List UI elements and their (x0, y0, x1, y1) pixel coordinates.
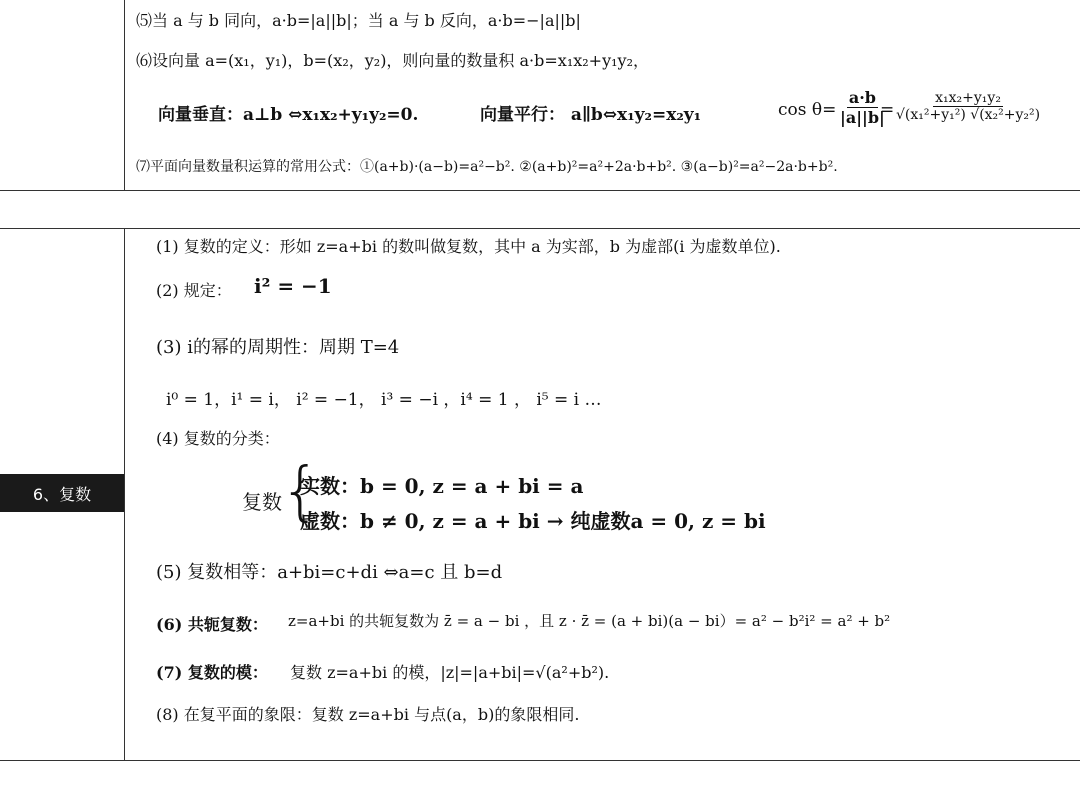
cos-equals: = (880, 100, 895, 120)
classification-brace: { (280, 455, 321, 529)
complex-item-6-body: z=a+bi 的共轭复数为 z̄ = a − bi ，且 z · z̄ = (a + bi)(a − bi）= a² − b²i² = a² + b² (288, 612, 891, 630)
complex-item-2-prefix: (2) 规定： (156, 281, 232, 300)
cos-fraction-2 (896, 90, 1040, 123)
cos-fraction-2-denominator: √(x₁²+y₁²) √(x₂²+y₂²) (896, 107, 1041, 123)
cos-fraction-1-denominator: |a||b| (840, 108, 885, 127)
vector-item-5: ⑸当 a 与 b 同向，a·b=|a||b|；当 a 与 b 反向，a·b=−|a||b| (136, 11, 581, 30)
classification-imaginary: 虚数：b ≠ 0, z = a + bi → 纯虚数a = 0, z = bi (300, 509, 766, 533)
complex-item-8: (8) 在复平面的象限：复数 z=a+bi 与点(a，b)的象限相同. (156, 705, 580, 724)
classification-real: 实数：b = 0, z = a + bi = a (300, 474, 584, 498)
complex-item-6-head: (6) 共轭复数： (156, 615, 268, 634)
table-top-border-1 (0, 190, 1080, 191)
complex-item-2-formula: i² = −1 (254, 274, 332, 298)
cos-fraction-2-numerator: x₁x₂+y₁y₂ (935, 90, 1001, 106)
column-divider-bottom (124, 228, 125, 760)
vector-item-7: ⑺平面向量数量积运算的常用公式：①(a+b)·(a−b)=a²−b². ②(a+b)²=a²+2a·b+b². ③(a−b)²=a²−2a·b+b². (136, 159, 838, 175)
complex-item-7-head: (7) 复数的模： (156, 663, 268, 682)
cos-fraction-1-numerator: a·b (848, 88, 876, 107)
cos-fraction-1 (840, 88, 885, 127)
vector-parallel: 向量平行： a∥b⇔x₁y₂=x₂y₁ (480, 105, 702, 125)
cos-lhs: cos θ= (778, 100, 837, 120)
complex-item-1: (1) 复数的定义：形如 z=a+bi 的数叫做复数，其中 a 为实部，b 为虚部(i 为虚数单位). (156, 237, 781, 256)
vector-perpendicular: 向量垂直：a⊥b ⇔x₁x₂+y₁y₂=0. (158, 105, 419, 125)
complex-item-7-body: 复数 z=a+bi 的模，|z|=|a+bi|=√(a²+b²). (290, 663, 610, 682)
complex-item-3: (3) i的幂的周期性：周期 T=4 (156, 337, 400, 358)
table-top-border-2 (0, 228, 1080, 229)
complex-powers: i⁰ = 1，i¹ = i， i² = −1， i³ = −i ，i⁴ = 1 ， i⁵ = i … (166, 390, 602, 410)
complex-item-5: (5) 复数相等：a+bi=c+di ⇔a=c 且 b=d (156, 562, 503, 583)
complex-item-4: (4) 复数的分类： (156, 429, 280, 448)
vector-item-6: ⑹设向量 a=(x₁，y₁)，b=(x₂，y₂)，则向量的数量积 a·b=x₁x₂+y₁y₂， (136, 51, 649, 70)
table-bottom-border (0, 760, 1080, 761)
section-label-complex: 6、复数 (0, 474, 124, 512)
classification-root: 复数 (242, 490, 282, 514)
column-divider-top (124, 0, 125, 190)
